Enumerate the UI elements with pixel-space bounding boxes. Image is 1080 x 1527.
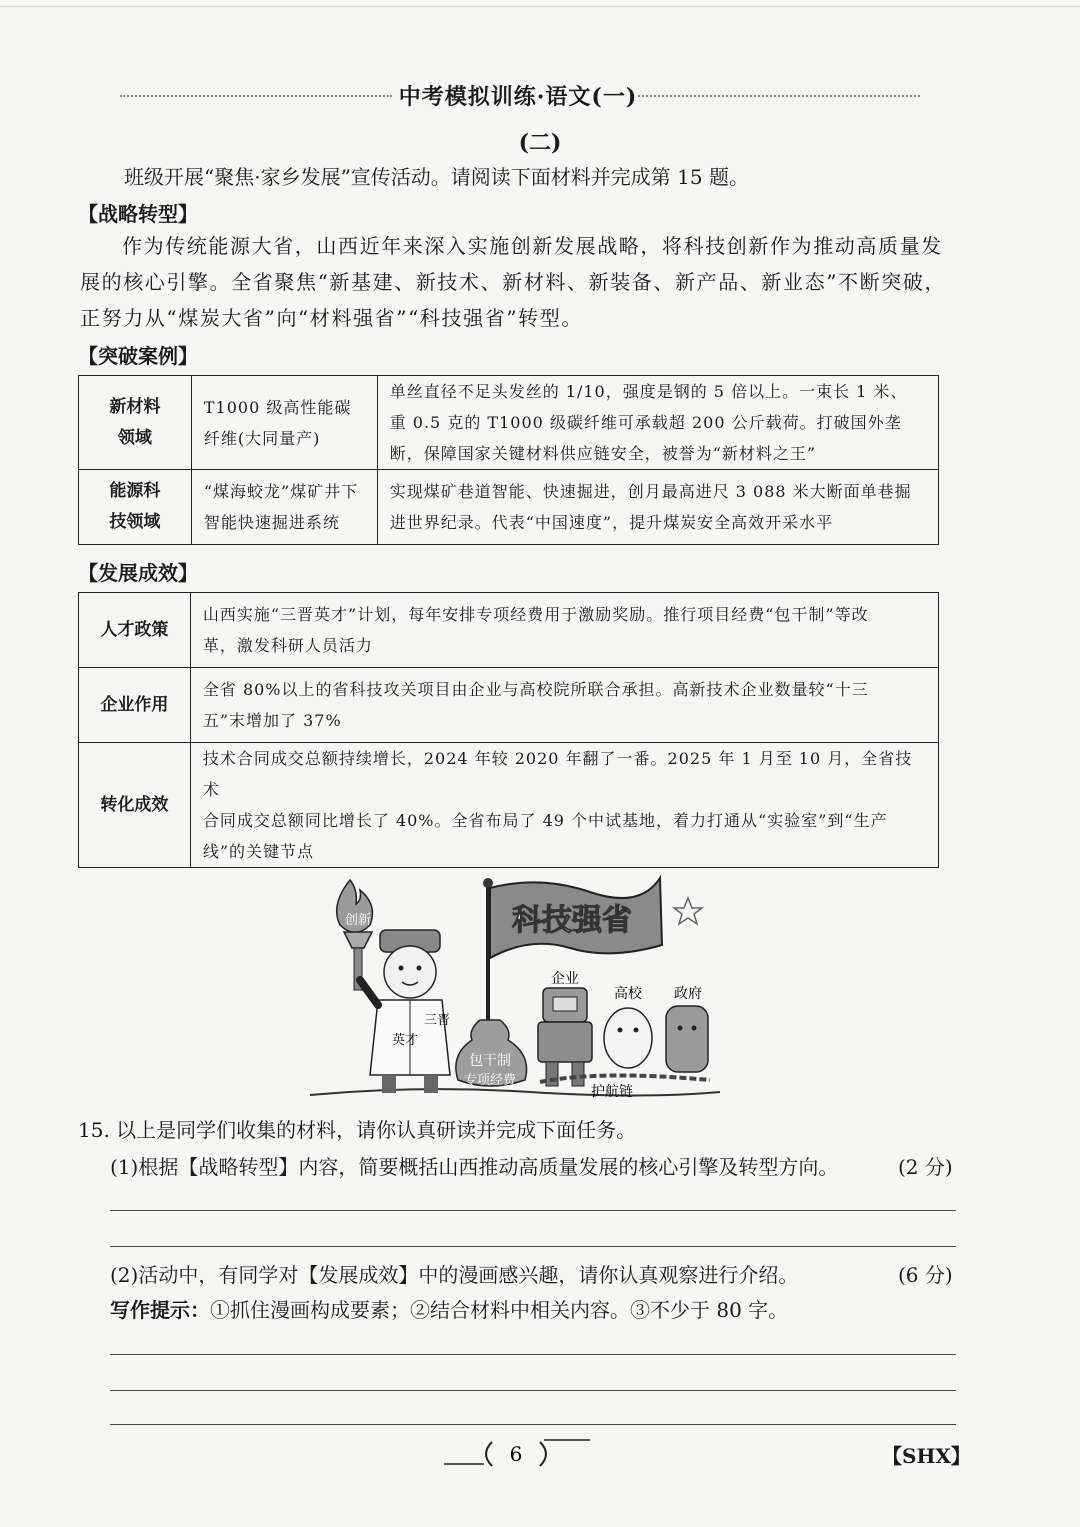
person-head	[384, 946, 436, 998]
case-desc	[377, 376, 938, 470]
question-2-score: (6 分)	[898, 1263, 953, 1287]
case-item	[191, 470, 377, 545]
case-item-line: 纤维(大同量产)	[203, 428, 321, 448]
chain-icon	[540, 1075, 710, 1082]
school-eye	[618, 1028, 623, 1033]
person-leg	[424, 1075, 438, 1093]
case-desc	[377, 470, 938, 545]
result-label: 转化成效	[79, 743, 191, 868]
table-row	[79, 593, 939, 668]
case-desc-line: 重 0.5 克的 T1000 级碳纤维可承载超 200 公斤载荷。打破国外垄	[389, 413, 902, 432]
case-field-line: 新材料	[109, 396, 161, 417]
page-bracket-right	[540, 1442, 546, 1466]
case-field-line: 能源科	[109, 481, 161, 501]
result-desc-line: 全省 80%以上的省科技攻关项目由企业与高校院所联合承担。高新技术企业数量较“十三	[202, 680, 869, 699]
page-header	[120, 80, 920, 112]
robot-leg	[546, 1062, 558, 1086]
gov-label: 政府	[674, 986, 702, 1002]
robot-leg	[572, 1062, 584, 1086]
answer-line[interactable]	[110, 1390, 956, 1391]
page-number-box	[444, 1434, 594, 1474]
result-label: 企业作用	[79, 668, 191, 743]
cases-heading: 【突破案例】	[78, 344, 198, 368]
result-desc-line: 山西实施“三晋英才”计划，每年安排专项经费用于激励奖励。推行项目经费“包干制”等改	[202, 605, 869, 624]
case-field-line: 领域	[117, 427, 152, 448]
section-number: (二)	[518, 130, 562, 156]
strategy-paragraph	[80, 228, 960, 336]
result-desc-line: 五”末增加了 37%	[202, 711, 342, 730]
header-dots-left	[120, 95, 392, 97]
case-desc-line: 单丝直径不足头发丝的 1/10，强度是钢的 5 倍以上。一束长 1 米、	[389, 382, 908, 401]
result-label: 人才政策	[79, 593, 191, 668]
robot-body	[538, 1022, 592, 1062]
result-desc	[190, 743, 938, 868]
case-desc-line: 断，保障国家关键材料供应链安全，被誉为“新材料之王”	[389, 444, 817, 463]
case-desc-line: 进世界纪录。代表“中国速度”，提升煤炭安全高效开采水平	[389, 513, 834, 532]
ground-line	[310, 1089, 720, 1095]
question-1: (1)根据【战略转型】内容，简要概括山西推动高质量发展的核心引擎及转型方向。	[110, 1155, 839, 1179]
flag-text: 科技强省	[512, 903, 632, 938]
result-desc-line: 线”的关键节点	[202, 842, 315, 861]
case-item-line: “煤海蛟龙”煤矿井下	[203, 482, 359, 501]
top-edge-line	[0, 6, 1080, 7]
result-desc-line: 合同成交总额同比增长了 40%。全省布局了 49 个中试基地，着力打通从“实验室”到“生产	[202, 811, 888, 830]
school-eye	[634, 1028, 639, 1033]
school-character	[604, 1008, 652, 1068]
pole-top	[483, 878, 493, 888]
torch-label: 创新	[344, 913, 372, 928]
header-title: 中考模拟训练·语文(一)	[398, 84, 638, 110]
bag-label: 专项经费	[463, 1073, 517, 1088]
case-item	[191, 376, 377, 470]
coat-label: 英才	[392, 1033, 419, 1048]
gov-eye	[692, 1026, 697, 1031]
result-desc	[190, 668, 938, 743]
coat-label: 三晋	[424, 1013, 451, 1028]
table-row	[79, 470, 939, 545]
question-1-score: (2 分)	[898, 1155, 953, 1179]
writing-hint	[110, 1294, 788, 1323]
person-arm	[360, 980, 378, 1005]
person-leg	[382, 1075, 396, 1093]
page-number: 6	[509, 1442, 523, 1466]
hint-text: ①抓住漫画构成要素；②结合材料中相关内容。③不少于 80 字。	[210, 1298, 789, 1322]
gov-eye	[678, 1026, 683, 1031]
page-bracket-left	[486, 1442, 492, 1466]
answer-line[interactable]	[110, 1424, 956, 1425]
footer-code: 【SHX】	[882, 1444, 971, 1468]
result-desc	[190, 593, 938, 668]
person-eye	[399, 966, 404, 971]
table-row	[79, 376, 939, 470]
star-icon	[674, 898, 702, 924]
robot-face	[553, 997, 577, 1011]
results-heading: 【发展成效】	[78, 561, 198, 585]
case-field	[79, 376, 192, 470]
hint-label: 写作提示：	[110, 1298, 210, 1322]
cases-table	[78, 375, 939, 545]
person-eye	[417, 966, 422, 971]
torch-cup	[344, 932, 372, 948]
header-dots-right	[638, 95, 920, 97]
robot-label: 企业	[551, 971, 579, 987]
answer-line[interactable]	[110, 1354, 956, 1355]
case-desc-line: 实现煤矿巷道智能、快速掘进，创月最高进尺 3 088 米大断面单巷掘	[389, 482, 912, 501]
answer-line[interactable]	[110, 1246, 956, 1247]
strategy-text: 作为传统能源大省，山西近年来深入实施创新发展战略，将科技创新作为推动高质量发展的核心引擎。全省聚焦“新基建、新技术、新材料、新装备、新产品、新业态”不断突破，正努力从“煤炭大省”向“材料强省”“科技强省”转型。	[80, 234, 947, 330]
case-field-line: 技领域	[109, 512, 161, 532]
cartoon-illustration	[300, 870, 730, 1105]
school-label: 高校	[614, 986, 642, 1002]
bag-label: 包干制	[469, 1053, 511, 1069]
table-row	[79, 668, 939, 743]
intro-text: 班级开展“聚焦·家乡发展”宣传活动。请阅读下面材料并完成第 15 题。	[124, 165, 749, 189]
result-desc-line: 技术合同成交总额持续增长，2024 年较 2020 年翻了一番。2025 年 1 月至 10 月，全省技术	[202, 749, 913, 799]
chain-label: 护航链	[591, 1084, 633, 1100]
strategy-heading: 【战略转型】	[78, 202, 198, 226]
case-field	[79, 470, 192, 545]
question-stem: 15. 以上是同学们收集的材料，请你认真研读并完成下面任务。	[78, 1118, 637, 1142]
question-2: (2)活动中，有同学对【发展成效】中的漫画感兴趣，请你认真观察进行介绍。	[110, 1263, 799, 1287]
results-table	[78, 592, 939, 868]
result-desc-line: 革，激发科研人员活力	[202, 636, 373, 655]
case-item-line: T1000 级高性能碳	[203, 397, 352, 417]
gov-character	[666, 1006, 708, 1072]
answer-line[interactable]	[110, 1210, 956, 1211]
table-row	[79, 743, 939, 868]
case-item-line: 智能快速掘进系统	[203, 513, 340, 532]
